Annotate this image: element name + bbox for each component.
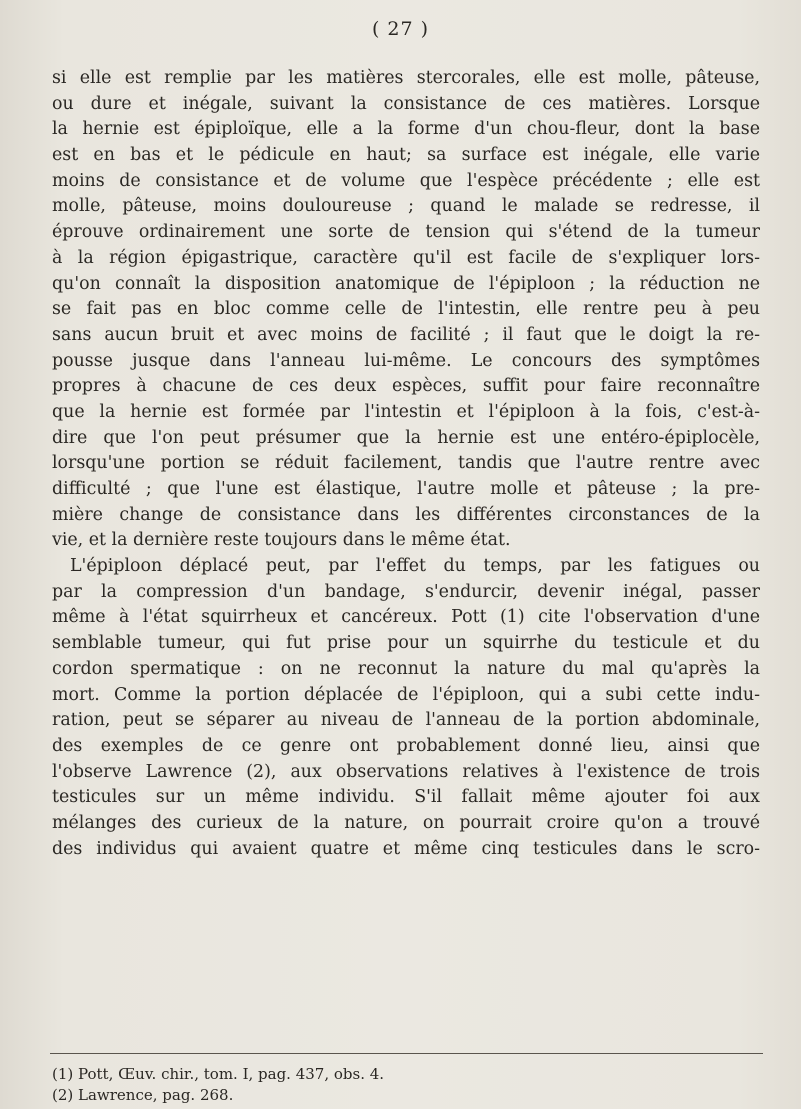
text-line: des exemples de ce genre ont probablement donné lieu, ainsi que	[52, 735, 760, 756]
body-text	[52, 66, 760, 862]
text-line: qu'on connaît la disposition anatomique de l'épiploon ; la réduction ne	[52, 273, 760, 294]
text-line: l'observe Lawrence (2), aux observations relatives à l'existence de trois	[52, 761, 760, 782]
text-line: que la hernie est formée par l'intestin et l'épiploon à la fois, c'est-à-	[52, 401, 760, 422]
text-line: mière change de consistance dans les différentes circonstances de la	[52, 504, 760, 525]
text-line: même à l'état squirrheux et cancéreux. Pott (1) cite l'observation d'une	[52, 607, 760, 628]
text-line: dire que l'on peut présumer que la hernie est une entéro-épiplocèle,	[52, 427, 760, 448]
text-line: est en bas et le pédicule en haut; sa surface est inégale, elle varie	[52, 145, 760, 166]
text-line: ou dure et inégale, suivant la consistance de ces matières. Lorsque	[52, 93, 760, 114]
text-line: testicules sur un même individu. S'il fallait même ajouter foi aux	[52, 787, 760, 808]
text-line: mort. Comme la portion déplacée de l'épiploon, qui a subi cette indu-	[52, 684, 760, 705]
text-line: semblable tumeur, qui fut prise pour un squirrhe du testicule et du	[52, 633, 760, 654]
text-line: moins de consistance et de volume que l'espèce précédente ; elle est	[52, 170, 760, 191]
text-line: vie, et la dernière reste toujours dans le même état.	[52, 530, 511, 551]
text-line: sans aucun bruit et avec moins de facilité ; il faut que le doigt la re-	[52, 324, 760, 345]
text-line: molle, pâteuse, moins douloureuse ; quand le malade se redresse, il	[52, 196, 760, 217]
text-line: cordon spermatique : on ne reconnut la nature du mal qu'après la	[52, 658, 760, 679]
text-line: si elle est remplie par les matières stercorales, elle est molle, pâteuse,	[52, 68, 760, 88]
text-line: des individus qui avaient quatre et même cinq testicules dans le scro-	[52, 838, 760, 859]
text-line: mélanges des curieux de la nature, on pourrait croire qu'on a trouvé	[52, 812, 760, 833]
text-line: se fait pas en bloc comme celle de l'intestin, elle rentre peu à peu	[52, 299, 760, 320]
text-line: à la région épigastrique, caractère qu'il est facile de s'expliquer lors-	[52, 247, 760, 268]
text-line: ration, peut se séparer au niveau de l'anneau de la portion abdominale,	[52, 710, 760, 731]
footnotes	[52, 1064, 760, 1106]
footnote-divider	[50, 1053, 763, 1054]
text-line: par la compression d'un bandage, s'endurcir, devenir inégal, passer	[52, 581, 760, 602]
text-line: la hernie est épiploïque, elle a la forme d'un chou-fleur, dont la base	[52, 119, 760, 140]
page-number: ( 27 )	[371, 18, 430, 40]
footnote: (1) Pott, Œuv. chir., tom. I, pag. 437, obs. 4.	[52, 1065, 385, 1083]
footnote: (2) Lawrence, pag. 268.	[52, 1086, 234, 1104]
text-line: L'épiploon déplacé peut, par l'effet du temps, par les fatigues ou	[70, 556, 760, 577]
text-line: éprouve ordinairement une sorte de tension qui s'étend de la tumeur	[52, 222, 760, 243]
text-line: pousse jusque dans l'anneau lui-même. Le concours des symptômes	[52, 350, 760, 371]
text-line: difficulté ; que l'une est élastique, l'autre molle et pâteuse ; la pre-	[52, 479, 760, 499]
text-line: propres à chacune de ces deux espèces, suffit pour faire reconnaître	[52, 376, 760, 397]
text-line: lorsqu'une portion se réduit facilement, tandis que l'autre rentre avec	[52, 453, 760, 474]
